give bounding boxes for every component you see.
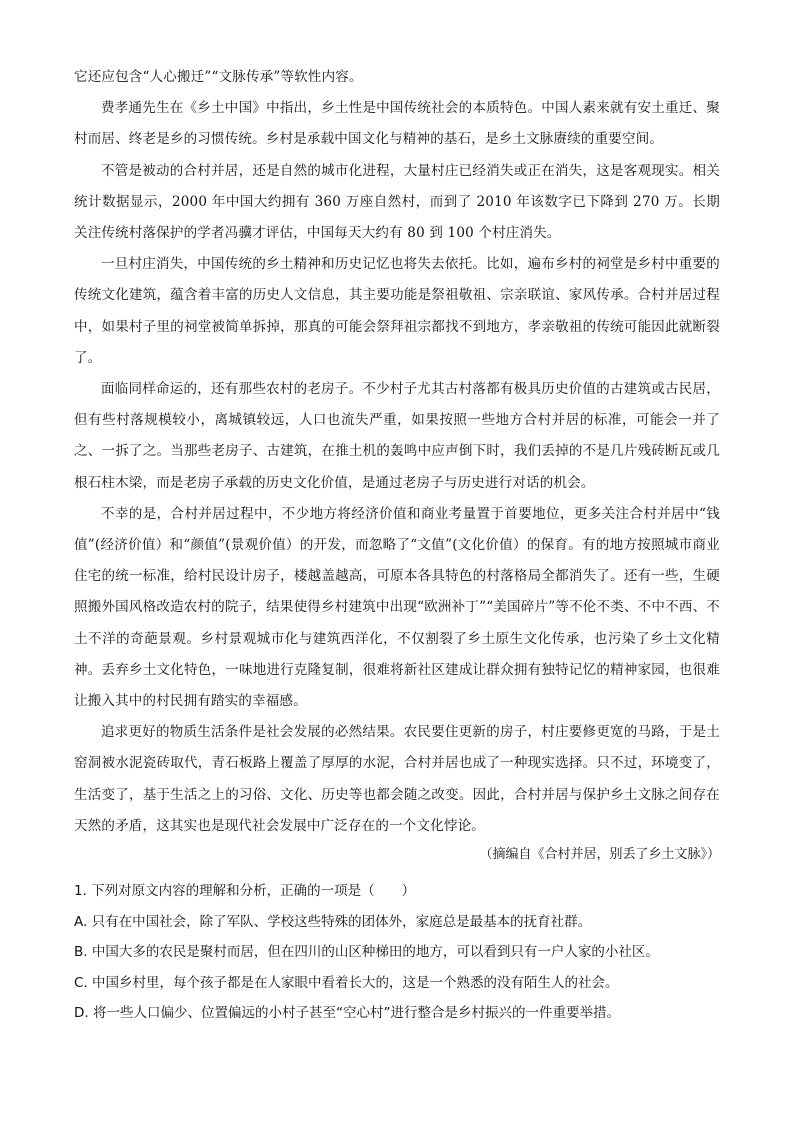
article-paragraph: 它还应包含“人心搬迁”“文脉传承”等软性内容。 — [74, 69, 363, 85]
option-a[interactable]: A. 只有在中国社会，除了军队、学校这些特殊的团体外，家庭总是最基本的抚育社群。 — [74, 913, 592, 930]
question-stem: 1. 下列对原文内容的理解和分析，正确的一项是（ ） — [74, 883, 416, 899]
option-d[interactable]: D. 将一些人口偏少、位置偏远的小村子甚至“空心村”进行整合是乡村振兴的一件重要举措。 — [74, 1005, 620, 1021]
article-paragraph: 费孝通先生在《乡土中国》中指出，乡土性是中国传统社会的本质特色。中国人素来就有安土重迁、聚村而居、终老是乡的习惯传统。乡村是承载中国文化与精神的基石，是乡土文脉赓续的重要空间。 — [74, 100, 720, 148]
article-paragraph: 面临同样命运的，还有那些农村的老房子。不少村子尤其古村落都有极具历史价值的古建筑或古民居，但有些村落规模较小，离城镇较远，人口也流失严重，如果按照一些地方合村并居的标准，可能会一并了之、一拆了之。当那些老房子、古建筑，在推土机的轰鸣中应声倒下时，我们丢掉的不是几片残砖断瓦或几根石柱木梁，而是老房子承载的历史文化价值，是通过老房子与历史进行对话的机会。 — [74, 381, 720, 491]
option-c[interactable]: C. 中国乡村里，每个孩子都是在人家眼中看着长大的，这是一个熟悉的没有陌生人的社会。 — [74, 974, 619, 991]
article-source: （摘编自《合村并居，别丢了乡土文脉》） — [479, 847, 720, 862]
option-b[interactable]: B. 中国大多的农民是聚村而居，但在四川的山区种梯田的地方，可以看到只有一户人家的小社区。 — [74, 944, 659, 960]
article-body — [74, 62, 720, 842]
article-paragraph: 不幸的是，合村并居过程中，不少地方将经济价值和商业考量置于首要地位，更多关注合村并居中“钱值”(经济价值）和“颜值”(景观价值）的开发，而忽略了“文值”(文化价值）的保育。有的地方按照城市商业住宅的统一标准，给村民设计房子，楼越盖越高，可原本各具特色的村落格局全都消失了。还有一些，生硬照搬外国风格改造农村的院子，结果使得乡村建筑中出现“欧洲补丁”“美国碎片”等不伦不类、不中不西、不土不洋的奇葩景观。乡村景观城市化与建筑西洋化，不仅割裂了乡土原生文化传承，也污染了乡土文化精神。丢弃乡土文化特色，一味地进行克隆复制，很难将新社区建成让群众拥有独特记忆的精神家园，也很难让搬入其中的村民拥有踏实的幸福感。 — [74, 505, 720, 710]
article-paragraph: 一旦村庄消失，中国传统的乡土精神和历史记忆也将失去依托。比如，遍布乡村的祠堂是乡村中重要的传统文化建筑，蕴含着丰富的历史人文信息，其主要功能是祭祖敬祖、宗亲联谊、家风传承。合村并居过程中，如果村子里的祠堂被简单拆掉，那真的可能会祭拜祖宗都找不到地方，孝亲敬祖的传统可能因此就断裂了。 — [74, 256, 720, 366]
question-block — [74, 876, 734, 1029]
article-paragraph: 不管是被动的合村并居，还是自然的城市化进程，大量村庄已经消失或正在消失，这是客观现实。相关统计数据显示，2000 年中国大约拥有 360 万座自然村，而到了 2010 年该数字已下降到 270 万。长期关注传统村落保护的学者冯骥才评估，中国每天大约有 80 到 100 个村庄消失。 — [74, 162, 720, 242]
article-paragraph: 追求更好的物质生活条件是社会发展的必然结果。农民要住更新的房子，村庄要修更宽的马路，于是土窑洞被水泥瓷砖取代，青石板路上覆盖了厚厚的水泥，合村并居也成了一种现实选择。只不过，环境变了，生活变了，基于生活之上的习俗、文化、历史等也都会随之改变。因此，合村并居与保护乡土文脉之间存在天然的矛盾，这其实也是现代社会发展中广泛存在的一个文化悖论。 — [74, 724, 720, 834]
